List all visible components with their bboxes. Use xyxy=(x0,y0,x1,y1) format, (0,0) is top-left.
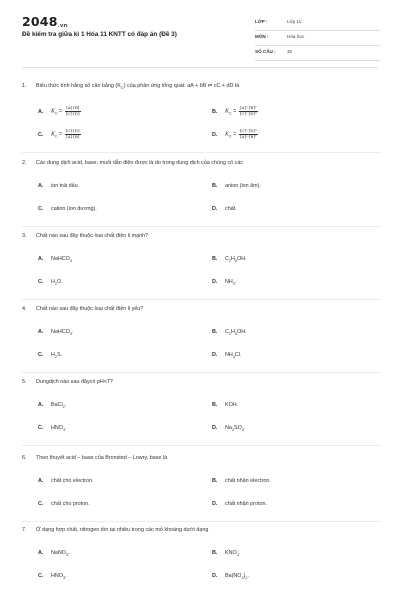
meta-subject: MÔN : Hóa học xyxy=(255,31,380,46)
option-d[interactable]: D. chất nhận proton. xyxy=(212,501,267,507)
question-divider xyxy=(22,299,382,300)
question-text: 4. Chất nào sau đây thuộc loại chất điện li yếu? xyxy=(22,306,144,312)
question-7 xyxy=(22,527,382,593)
question-divider xyxy=(22,226,382,227)
question-text: 5. Dungdịch nào sau đâycó pH<7? xyxy=(22,379,113,385)
option-a[interactable]: A. $K_C$ = $\frac{[A]\cdot[B]}{[C]\cdot[D]}$ xyxy=(38,105,80,116)
question-2 xyxy=(22,160,382,226)
option-a[interactable]: A. NaHCO$_3$ xyxy=(38,256,72,264)
option-c[interactable]: C. $H_2O$. xyxy=(38,279,63,287)
question-3 xyxy=(22,233,382,299)
page-title: Đề kiểm tra giữa kì 1 Hóa 11 KNTT có đáp án (Đề 3) xyxy=(22,31,177,38)
page-header xyxy=(0,0,400,60)
option-c[interactable]: C. chất cho proton. xyxy=(38,501,90,507)
option-d[interactable]: D. $NH_4Cl$. xyxy=(212,352,242,360)
option-c[interactable]: C. $K_C$ = $\frac{[C]\cdot[D]}{[A]\cdot[B]}$ xyxy=(38,128,80,139)
question-5 xyxy=(22,379,382,445)
question-text: 2. Các dung dịch acid, base, muối dẫn điện được là do trong dung dịch của chúng có các xyxy=(22,160,244,166)
question-divider xyxy=(22,372,382,373)
option-c[interactable]: C. cation (ion dương). xyxy=(38,206,97,212)
question-text: 3. Chất nào sau đây thuộc loại chất điện li mạnh? xyxy=(22,233,149,239)
question-text: 7. Ở dạng hợp chất, nitrogen tồn tại nhiều trong các mỏ khoáng dưới dạng xyxy=(22,527,209,533)
option-c[interactable]: C. $HNO_3$. xyxy=(38,573,67,581)
option-a[interactable]: A. NaNO$_3$. xyxy=(38,550,70,558)
option-d[interactable]: D. $Na_2SO_4$. xyxy=(212,425,246,433)
question-1 xyxy=(22,83,382,153)
site-logo[interactable]: $2048_{.vn}$ xyxy=(22,14,68,29)
option-b[interactable]: B. chất nhận electron. xyxy=(212,478,271,484)
option-b[interactable]: B. $K_C$ = $\frac{\text{[A]ᵃ·[B]ᵇ}}{\text{[C]ᶜ·[D]ᵈ}}$ xyxy=(212,105,257,116)
option-d[interactable]: D. $K_C$ = $\frac{\text{[C]ᶜ·[D]ᵈ}}{\text{[A]ᵃ·[B]ᵇ}}$ xyxy=(212,128,257,139)
option-a[interactable]: A. BaCl$_2$. xyxy=(38,402,67,410)
question-text: 6. Theo thuyết acid – base của Bronsted – Lowry, base là xyxy=(22,455,168,461)
option-c[interactable]: C. $H_2S$. xyxy=(38,352,63,360)
option-b[interactable]: B. anion (ion âm). xyxy=(212,183,261,189)
question-4 xyxy=(22,306,382,372)
option-a[interactable]: A. NaHCO$_3$. xyxy=(38,329,74,337)
meta-class: LỚP : Lớp 11 xyxy=(255,16,380,31)
option-b[interactable]: B. $C_2H_5OH$. xyxy=(212,329,247,337)
question-divider xyxy=(22,521,382,522)
question-text: 1. Biểu thức tính hằng số cân bằng $(K_C)$ của phản ứng tổng quát: aA + bB ⇌ cC + dD là xyxy=(22,83,240,91)
option-b[interactable]: B. $KNO_3$. xyxy=(212,550,241,558)
option-a[interactable]: A. chất cho electron. xyxy=(38,478,94,484)
option-b[interactable]: B. KOH. xyxy=(212,402,239,408)
meta-count: SỐ CÂU : 30 xyxy=(255,46,380,61)
question-divider xyxy=(22,445,382,446)
option-c[interactable]: C. $HNO_3$. xyxy=(38,425,67,433)
option-b[interactable]: B. $C_2H_5OH$. xyxy=(212,256,247,264)
question-divider xyxy=(22,152,382,153)
option-d[interactable]: D. chất. xyxy=(212,206,237,212)
option-d[interactable]: D. $Ba(NO_3)_2$. xyxy=(212,573,250,581)
header-divider xyxy=(22,67,378,68)
option-d[interactable]: D. $NH_3$. xyxy=(212,279,237,287)
option-a[interactable]: A. ion trái dấu. xyxy=(38,183,80,189)
question-6 xyxy=(22,455,382,521)
